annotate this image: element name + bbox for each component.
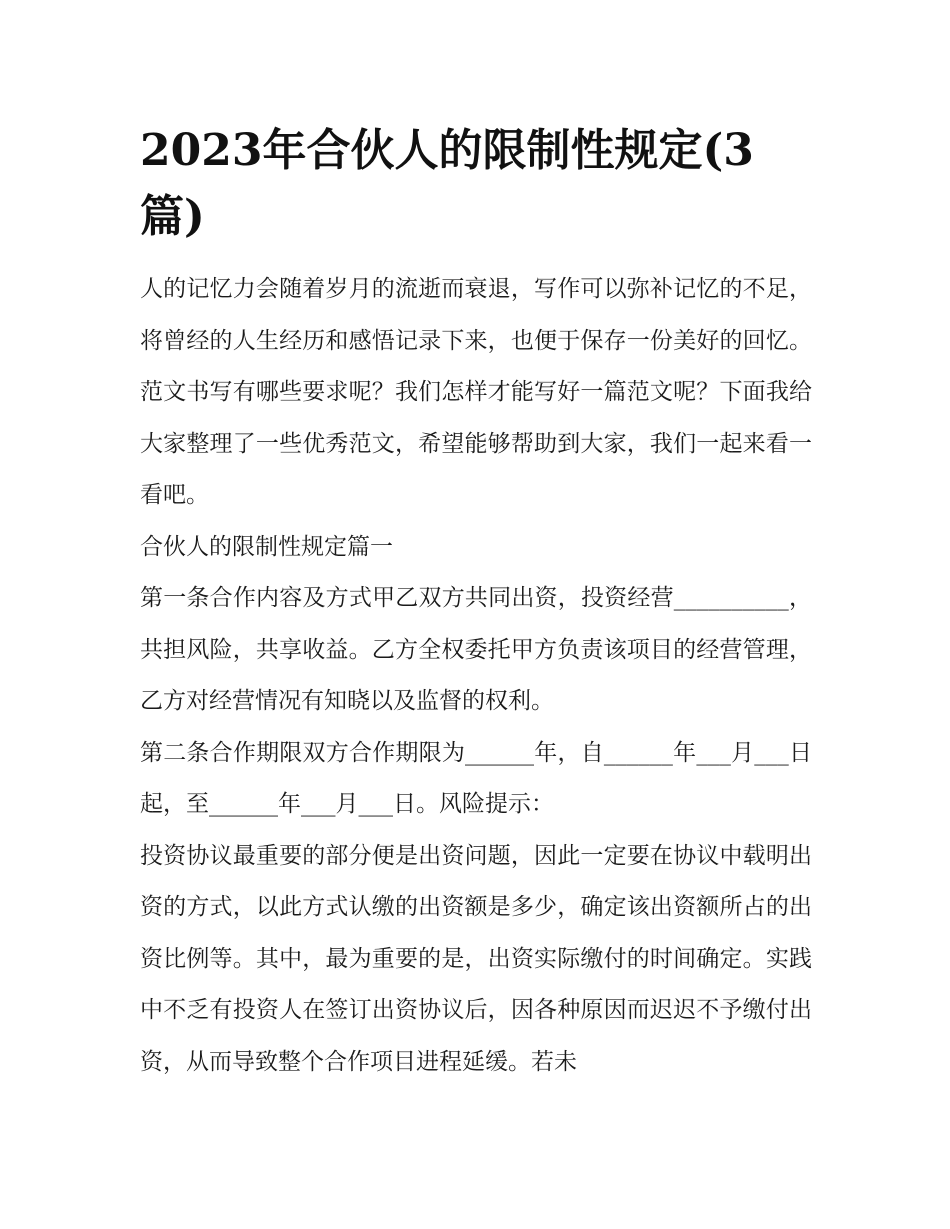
section-heading: 合伙人的限制性规定篇一 (140, 533, 393, 560)
article-one-paragraph: 第一条合作内容及方式甲乙双方共同出资，投资经营__________，共担风险，共享收益。乙方全权委托甲方负责该项目的经营管理，乙方对经营情况有知晓以及监督的权利。 (140, 585, 812, 714)
investment-note-paragraph: 投资协议最重要的部分便是出资问题，因此一定要在协议中载明出资的方式，以此方式认缴的出资额是多少，确定该出资额所占的出资比例等。其中，最为重要的是，出资实际缴付的时间确定。实践中不乏有投资人在签订出资协议后，因各种原因而迟迟不予缴付出资，从而导致整个合作项目进程延缓。若未 (140, 842, 812, 1075)
document-title: 2023年合伙人的限制性规定(3篇) (140, 125, 754, 242)
intro-paragraph: 人的记忆力会随着岁月的流逝而衰退，写作可以弥补记忆的不足，将曾经的人生经历和感悟记录下来，也便于保存一份美好的回忆。范文书写有哪些要求呢？我们怎样才能写好一篇范文呢？下面我给大家整理了一些优秀范文，希望能够帮助到大家，我们一起来看一看吧。 (140, 276, 812, 508)
document-body (140, 118, 812, 1088)
article-two-paragraph: 第二条合作期限双方合作期限为______年，自______年___月___日起，至______年___月___日。风险提示： (140, 739, 812, 817)
